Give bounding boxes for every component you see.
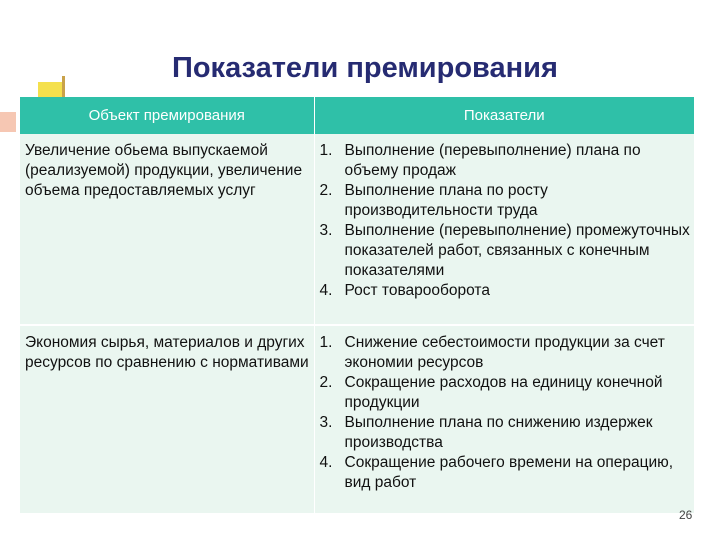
list-item: [320, 453, 691, 493]
bonus-indicators-table: [20, 97, 694, 513]
list-item: [320, 333, 691, 373]
header-indicators: Показатели: [314, 97, 694, 134]
list-item-text: Выполнение плана по снижению издержек производства: [344, 414, 653, 451]
list-item-number: 2.: [319, 182, 333, 199]
list-item: [320, 221, 691, 281]
decorative-peach-square: [0, 112, 16, 132]
list-item: [320, 181, 691, 221]
list-item: [320, 281, 691, 301]
list-item-number: 3.: [319, 222, 333, 239]
row-2-object: Экономия сырья, материалов и других ресурсов по сравнению с нормативами: [20, 325, 314, 513]
row-1-indicators: [314, 134, 694, 325]
list-item: [320, 413, 691, 453]
list-item-number: 2.: [319, 374, 333, 391]
table-header-row: [20, 97, 694, 134]
list-item-number: 1.: [319, 334, 333, 351]
list-item-text: Выполнение (перевыполнение) промежуточных показателей работ, связанных с конечным показателями: [344, 222, 690, 279]
list-item-text: Сокращение рабочего времени на операцию, вид работ: [344, 454, 674, 491]
list-item-number: 3.: [319, 414, 333, 431]
list-item: [320, 141, 691, 181]
list-item-text: Снижение себестоимости продукции за счет экономии ресурсов: [344, 334, 665, 371]
list-item-number: 4.: [319, 282, 333, 299]
header-object: Объект премирования: [20, 97, 314, 134]
table-row: [20, 134, 694, 325]
row-2-indicators: [314, 325, 694, 513]
table-row: [20, 325, 694, 513]
list-item: [320, 373, 691, 413]
indicator-list: [320, 141, 691, 301]
list-item-text: Выполнение (перевыполнение) плана по объему продаж: [344, 142, 641, 179]
list-item-number: 4.: [319, 454, 333, 471]
list-item-text: Сокращение расходов на единицу конечной продукции: [344, 374, 663, 411]
list-item-text: Выполнение плана по росту производительности труда: [344, 182, 548, 219]
row-1-object: Увеличение обьема выпускаемой (реализуемой) продукции, увеличение объема предоставляемых услуг: [20, 134, 314, 325]
indicator-list: [320, 333, 691, 493]
list-item-text: Рост товарооборота: [344, 282, 490, 299]
list-item-number: 1.: [319, 142, 333, 159]
slide-title: Показатели премирования: [172, 52, 558, 84]
page-number: 26: [679, 508, 693, 522]
